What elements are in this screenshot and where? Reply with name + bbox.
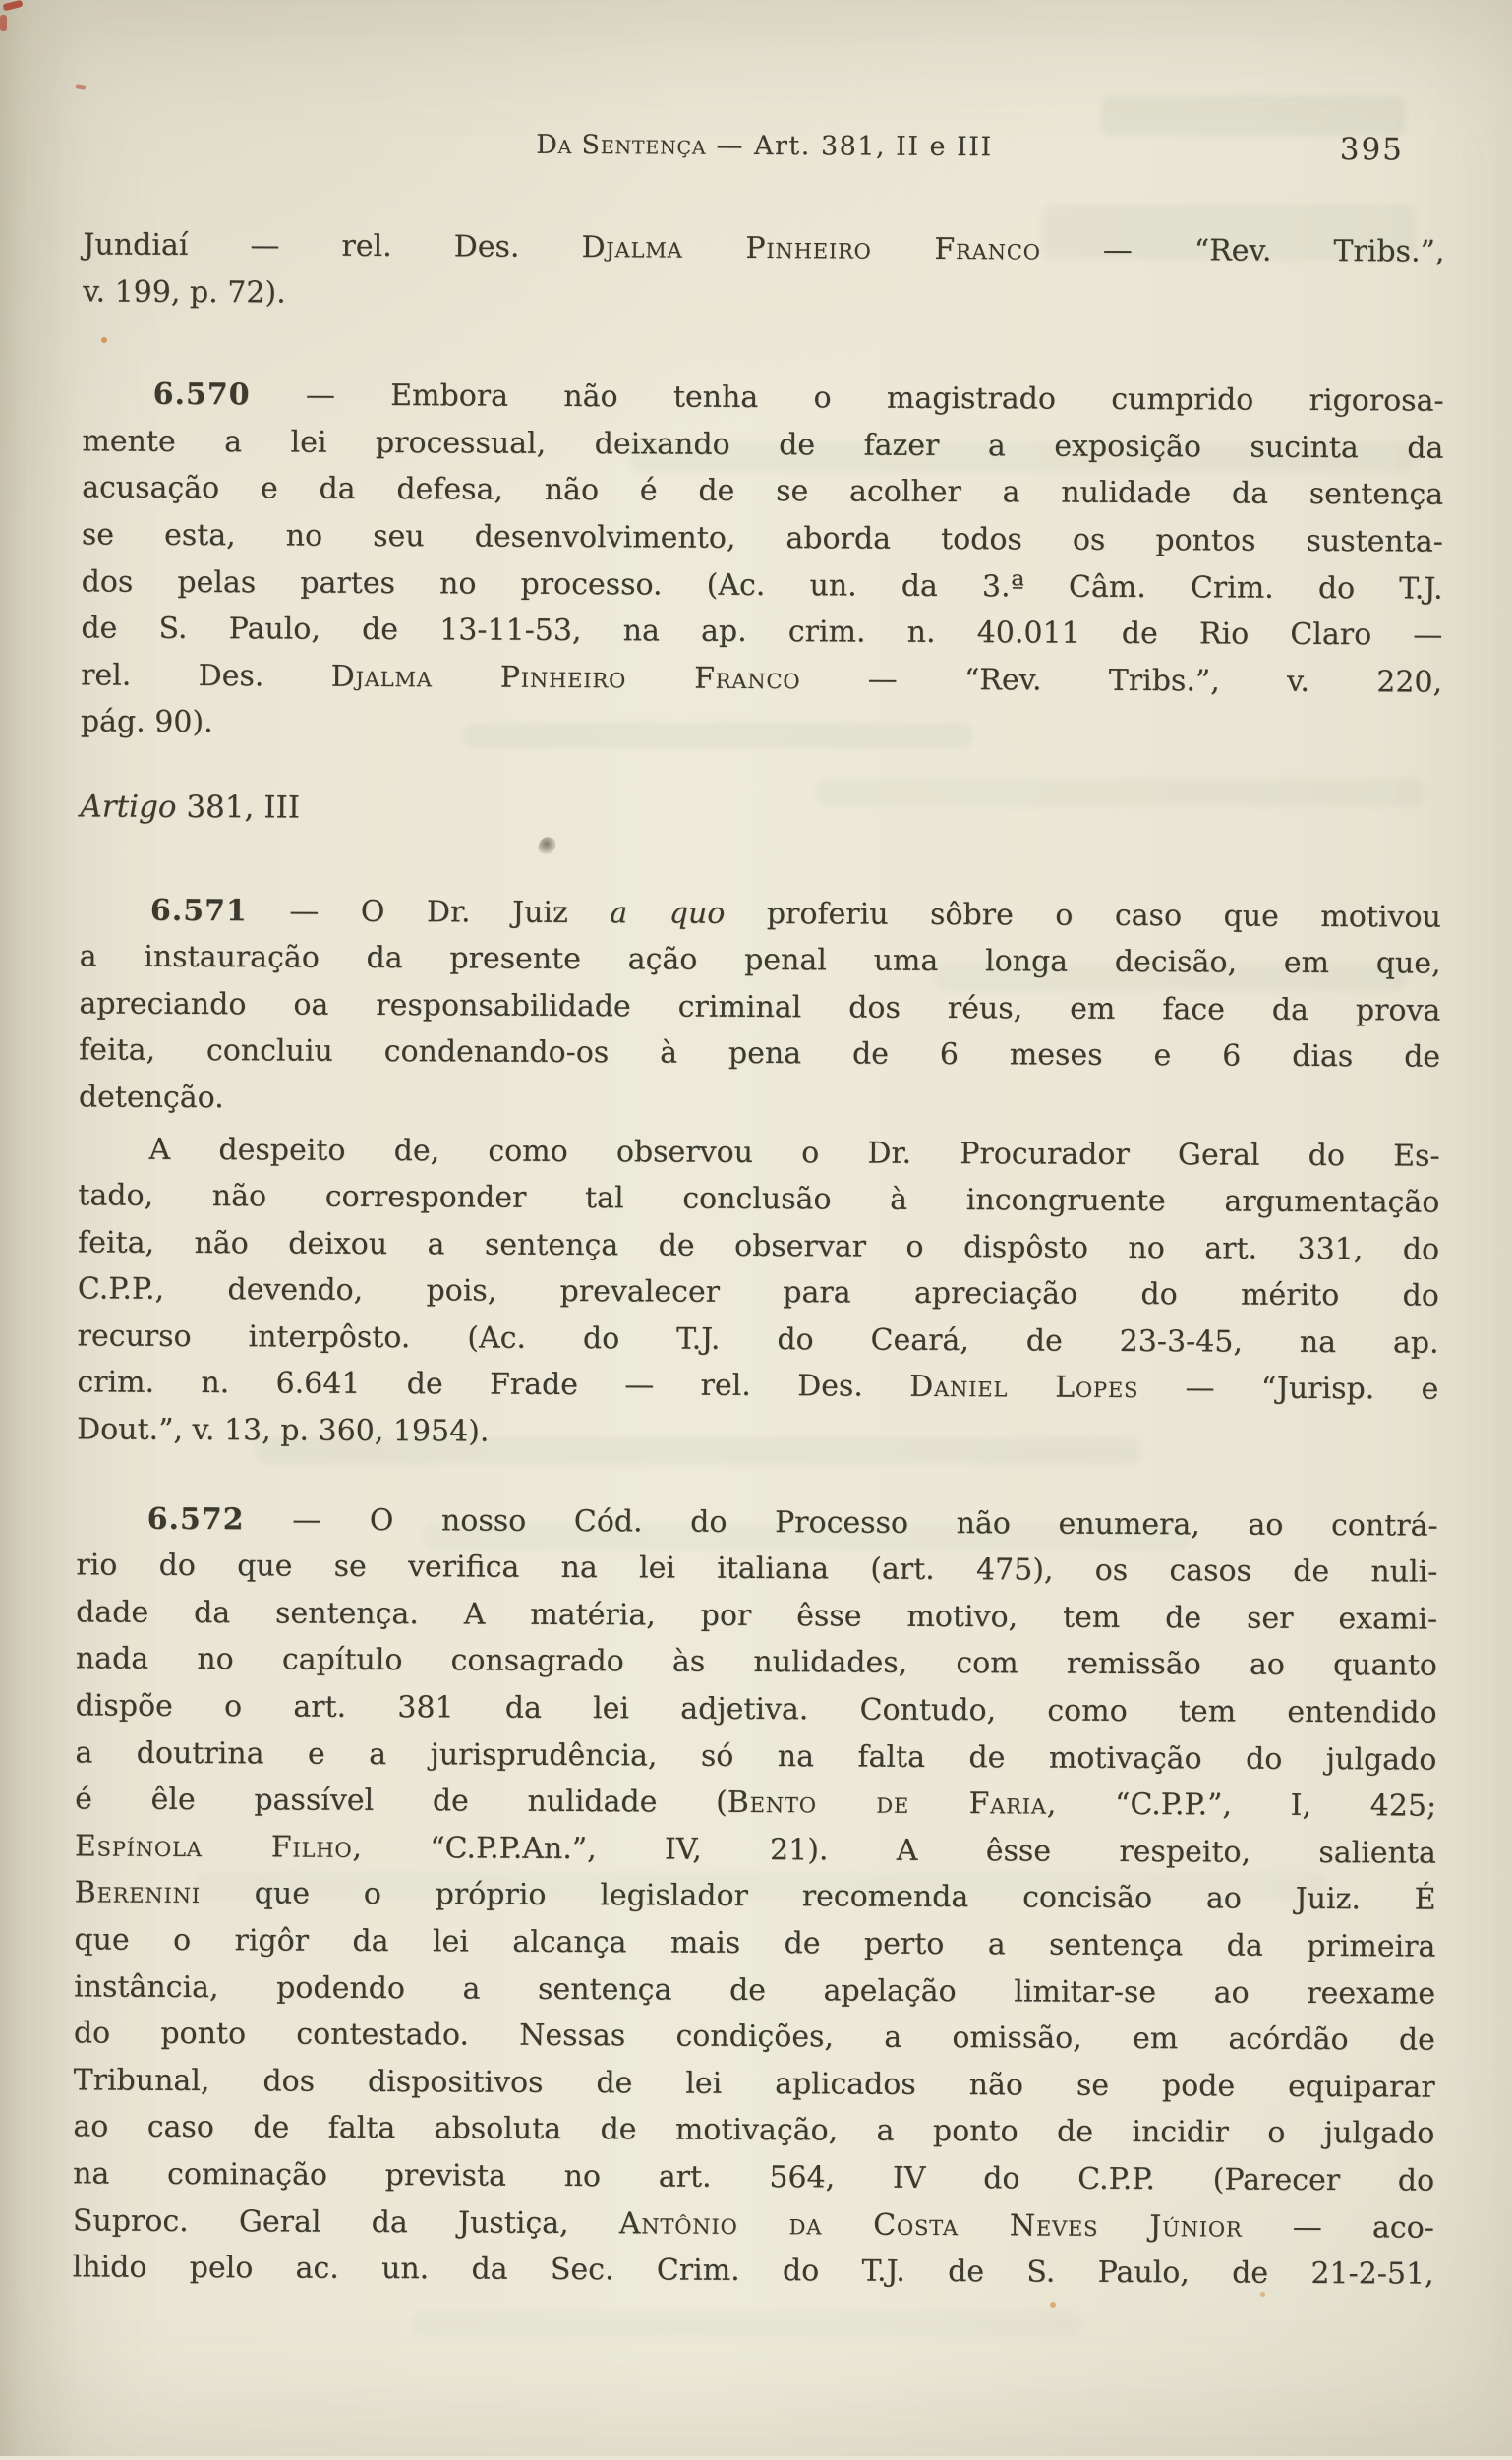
text-segment: proferiu sôbre o caso que motivou	[725, 896, 1441, 935]
page-number: 395	[1339, 132, 1405, 168]
text-segment: rel. Des.	[81, 658, 331, 694]
text-line	[73, 2245, 1434, 2299]
text-segment: 6.571	[149, 893, 248, 928]
text-segment: — aco-	[1242, 2209, 1434, 2246]
text-line	[81, 606, 1442, 660]
paragraph-6572	[73, 1495, 1438, 2298]
text-line	[73, 2197, 1434, 2252]
text-line	[76, 1543, 1437, 1597]
text-line	[77, 1495, 1438, 1550]
text-line	[74, 2011, 1435, 2065]
text-segment: é êle passível de nulidade (	[75, 1782, 727, 1821]
text-line	[77, 1360, 1438, 1414]
text-segment: — O nosso Cód. do Processo não enumera, ao contrá-	[244, 1501, 1438, 1544]
paragraph-despeito	[77, 1126, 1440, 1460]
text-segment: de S. Paulo, de 13-11-53, na ap. crim. n. 40.011 de Rio Claro —	[81, 611, 1443, 653]
text-segment: que o rigôr da lei alcança mais de perto a sentença da primeira	[74, 1922, 1436, 1964]
text-line	[74, 2057, 1435, 2111]
text-line	[83, 268, 1444, 322]
text-segment: lhido pelo ac. un. da Sec. Crim. do T.J. de S. Paulo, de 21-2-51,	[72, 2250, 1434, 2292]
text-line	[79, 1074, 1440, 1128]
text-segment: 381, III	[176, 789, 301, 826]
text-segment: na cominação prevista no art. 564, IV do C.P.P. (Parecer do	[73, 2156, 1435, 2198]
paragraph-continuation	[83, 221, 1444, 322]
text-line	[81, 652, 1442, 706]
text-line	[78, 1219, 1439, 1273]
text-segment: pág. 90).	[80, 704, 213, 740]
running-head	[84, 127, 1445, 164]
text-segment: , “C.P.P.”, I, 425;	[1046, 1786, 1437, 1824]
text-line	[82, 372, 1443, 426]
text-segment: 6.570	[152, 377, 251, 413]
text-line	[76, 1589, 1437, 1643]
text-segment: C.P.P., devendo, pois, prevalecer para apreciação do mérito do	[77, 1271, 1439, 1314]
text-segment: se esta, no seu desenvolvimento, aborda todos os pontos sustenta-	[81, 517, 1443, 559]
person-name: Antônio da Costa Neves Júnior	[618, 2205, 1243, 2245]
text-line	[77, 1406, 1438, 1460]
person-name: Djalma Pinheiro Franco	[330, 659, 801, 696]
text-segment: — “Rev. Tribs.”, v. 220,	[800, 661, 1443, 700]
text-segment: dade da sentença. A matéria, por êsse motivo, tem de ser exami-	[76, 1595, 1438, 1637]
text-line	[78, 1126, 1439, 1180]
text-segment: dos pelas partes no processo. (Ac. un. da 3.ª Câm. Crim. do T.J.	[81, 563, 1443, 607]
text-segment: — O Dr. Juiz	[247, 893, 611, 930]
text-line	[78, 1172, 1439, 1226]
text-line	[83, 221, 1444, 275]
text-segment: recurso interpôsto. (Ac. do T.J. do Ceará, de 23-3-45, na ap.	[77, 1318, 1439, 1361]
text-segment: a quo	[610, 895, 726, 931]
text-segment: detenção.	[78, 1080, 224, 1116]
text-line	[82, 418, 1443, 472]
text-segment: Suproc. Geral da Justiça,	[72, 2202, 619, 2241]
text-line	[78, 1266, 1439, 1320]
person-name: Djalma Pinheiro Franco	[581, 230, 1041, 267]
text-segment: a instauração da presente ação penal uma longa decisão, em que,	[79, 939, 1441, 981]
text-segment: instância, podendo a sentença de apelação limitar-se ao reexame	[74, 1968, 1436, 2012]
text-line	[74, 1916, 1435, 1970]
text-segment: Artigo	[80, 789, 177, 825]
text-line	[75, 1777, 1436, 1831]
text-line	[75, 1729, 1436, 1784]
text-segment: feita, concluiu condenando-os à pena de 6 meses e 6 dias de	[79, 1032, 1441, 1075]
person-name: Bento de Faria	[727, 1786, 1047, 1822]
person-name: Berenini	[74, 1875, 201, 1911]
text-segment: acusação e da defesa, não é de se acolher a nulidade da sentença	[82, 470, 1444, 513]
page-header	[84, 127, 1445, 181]
text-line	[75, 1823, 1436, 1877]
text-segment: — “Jurisp. e	[1138, 1371, 1439, 1408]
text-segment: tado, não corresponder tal conclusão à incongruente argumentação	[78, 1178, 1440, 1220]
text-line	[82, 558, 1443, 613]
text-line	[73, 2104, 1434, 2158]
text-segment: Jundiaí — rel. Des.	[83, 227, 582, 265]
text-segment: Dout.”, v. 13, p. 360, 1954).	[77, 1412, 490, 1449]
text-line	[74, 1963, 1435, 2018]
text-segment: 6.572	[146, 1501, 245, 1537]
text-segment: nada no capítulo consagrado às nulidades, com remissão ao quanto	[75, 1641, 1437, 1684]
text-block	[73, 221, 1445, 2298]
text-segment: mente a lei processual, deixando de fazer a exposição sucinta da	[82, 424, 1444, 466]
text-segment: rio do que se verifica na lei italiana (art. 475), os casos de nuli-	[76, 1548, 1438, 1590]
text-line	[80, 784, 1441, 838]
text-line	[73, 2150, 1434, 2204]
text-segment: , “C.P.P.An.”, IV, 21). A êsse respeito, salienta	[352, 1830, 1436, 1871]
text-segment: v. 199, p. 72).	[83, 274, 286, 311]
text-line	[82, 465, 1443, 519]
text-segment: crim. n. 6.641 de Frade — rel. Des.	[77, 1365, 910, 1405]
text-line	[76, 1682, 1437, 1736]
heading-artigo-381-iii	[80, 784, 1441, 838]
text-segment: Tribunal, dos dispositivos de lei aplicados não se pode equiparar	[73, 2063, 1435, 2105]
text-line	[77, 1313, 1438, 1367]
text-segment: a doutrina e a jurisprudência, só na falta de motivação do julgado	[75, 1735, 1437, 1778]
text-line	[75, 1870, 1436, 1924]
person-name: Da Sentença	[536, 129, 707, 161]
text-segment: apreciando oa responsabilidade criminal dos réus, em face da prova	[79, 986, 1441, 1028]
text-line	[81, 699, 1442, 753]
text-segment: feita, não deixou a sentença de observar o dispôsto no art. 331, do	[78, 1225, 1440, 1267]
text-segment: — Art. 381, II e III	[706, 130, 993, 163]
text-segment: — Embora não tenha o magistrado cumprido rigorosa-	[250, 378, 1444, 419]
text-segment: que o próprio legislador recomenda concisão ao Juiz. É	[200, 1876, 1436, 1918]
text-line	[79, 1027, 1440, 1082]
text-line	[82, 511, 1443, 565]
text-line	[80, 887, 1441, 941]
text-line	[79, 980, 1440, 1034]
paragraph-6571	[79, 887, 1441, 1128]
text-segment: dispõe o art. 381 da lei adjetiva. Contudo, como tem entendido	[75, 1688, 1437, 1730]
text-line	[76, 1636, 1437, 1690]
text-segment: ao caso de falta absoluta de motivação, a ponto de incidir o julgado	[73, 2109, 1435, 2152]
text-segment: — “Rev. Tribs.”,	[1040, 232, 1445, 269]
text-line	[80, 934, 1441, 988]
person-name: Daniel Lopes	[909, 1370, 1139, 1406]
text-segment: A despeito de, como observou o Dr. Procurador Geral do Es-	[148, 1132, 1440, 1174]
text-segment: do ponto contestado. Nessas condições, a omissão, em acórdão de	[73, 2016, 1435, 2058]
person-name: Espínola Filho	[74, 1829, 353, 1865]
paragraph-6570	[81, 372, 1444, 753]
